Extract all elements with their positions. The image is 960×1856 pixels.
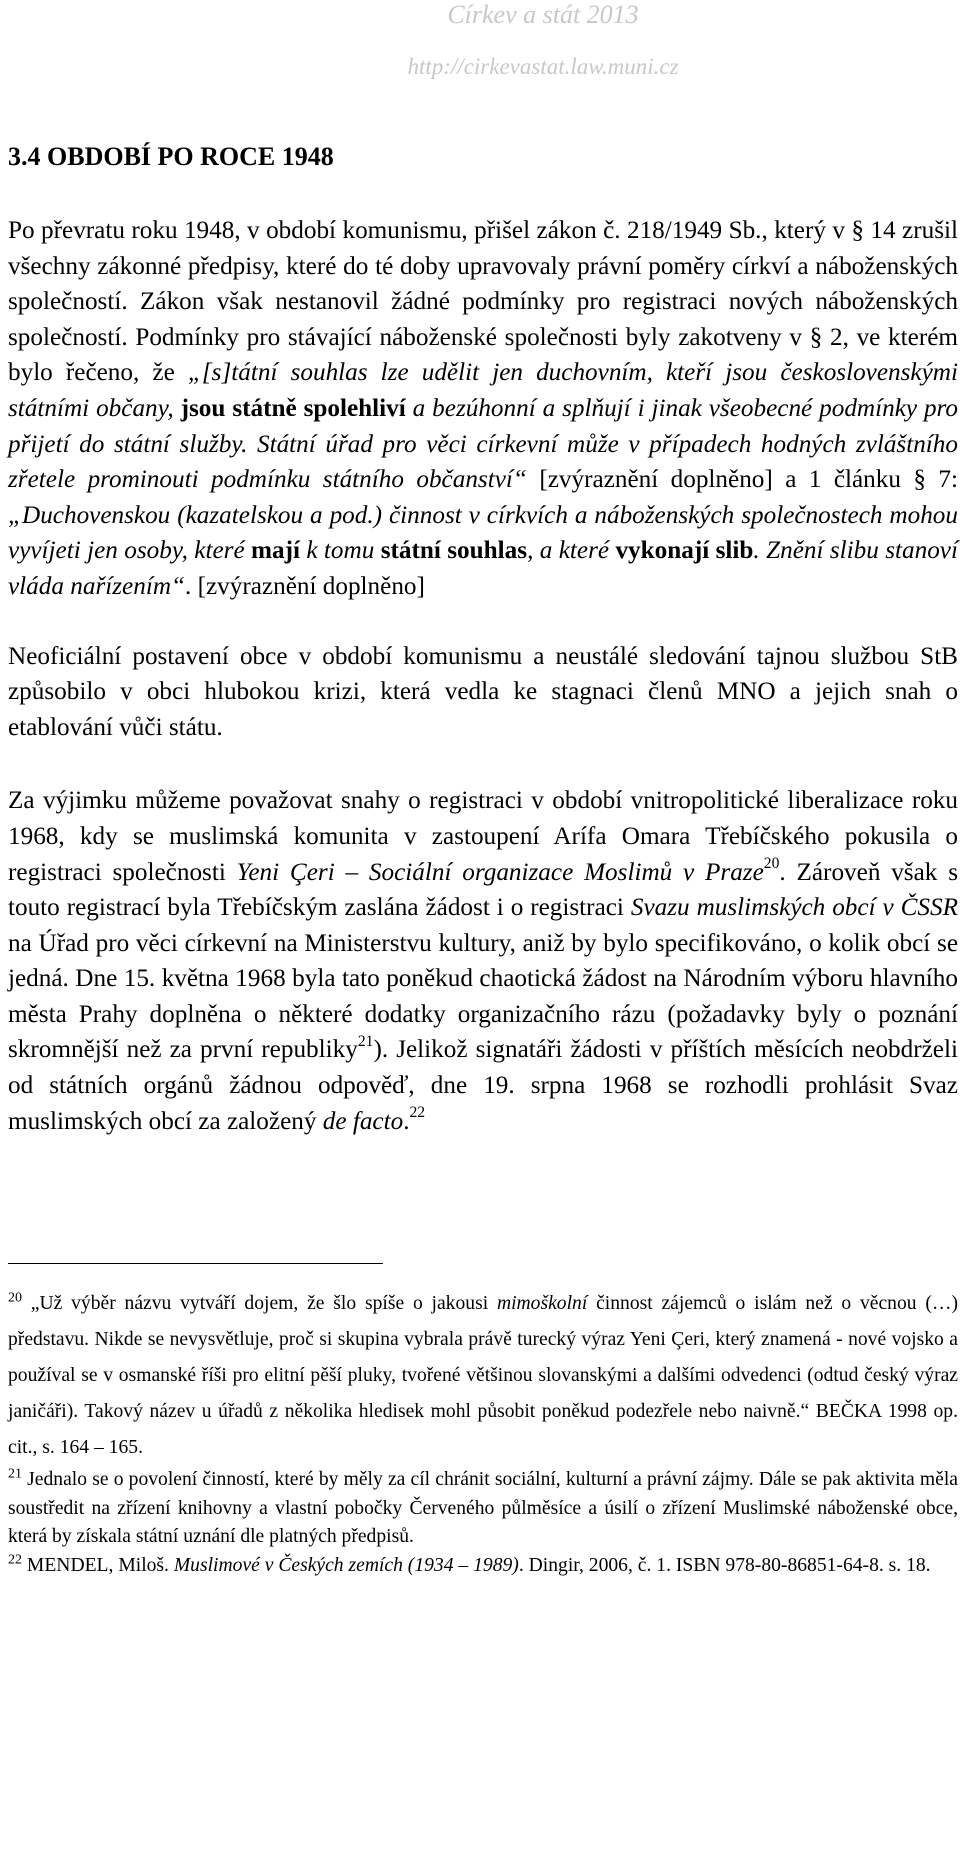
footnote-21-text: Jednalo se o povolení činností, které by měly za cíl chránit sociální, kulturní a právní zájmy. Dále se pak aktivita měla soustředit na zřízení knihovny a vlastní pobočky Červeného půlměsíce a úsilí o zřízení Muslimské náboženské obce, která by získala státní uznání dle platných předpisů. <box>8 1469 958 1548</box>
p3-text-a: Za výjimku můžeme považovat snahy o registraci v období vnitropolitické liberalizace roku 1968, kdy se muslimská komunita v zastoupení Arífa Omara Třebíčského pokusila o registraci společnosti <box>8 787 958 886</box>
footnote-20-italic: mimoškolní <box>496 1293 588 1315</box>
p3-text-e: na Úřad pro věci církevní na Ministerstvu kultury, aniž by bylo specifikováno, o kolik obcí se jedná. Dne 15. května 1968 byla tato poněkud chaotická žádost na Národním výboru hlavního města Prahy doplněna o některé dodatky organizačního rázu (požadavky byly o poznání skromnější než za první republiky <box>8 929 958 1064</box>
footnote-21 <box>8 1466 958 1552</box>
p1-quote2-c: k tomu <box>299 537 375 565</box>
footnote-ref-21[interactable]: 21 <box>357 1032 374 1050</box>
footnote-20-text-c: činnost zájemců o islám než o věcnou (…) představu. Nikde se nevysvětluje, proč si skupina vybrala právě turecký výraz Yeni Çeri, který znamená - nové vojsko a používal se v osmanské říši pro elitní pěší pluky, tvořené většinou slovanskými a dalšími odvedenci (odtud český výraz janičáři). Takový název u úřadů z několika hledisek mohl působit poněkud podezřele nebo naivně.“ BEČKA 1998 op. cit., s. 164 – 165. <box>8 1293 958 1459</box>
document-page <box>8 0 958 1581</box>
footnote-20 <box>8 1286 958 1466</box>
footnote-20-number: 20 <box>8 1290 22 1306</box>
footnote-20-text-a: „Už výběr názvu vytváří dojem, že šlo spíše o jakousi <box>22 1293 497 1315</box>
p3-text-h: . <box>403 1107 410 1135</box>
footnote-22-text-a: MENDEL, Miloš. <box>22 1555 174 1577</box>
p1-quote2-bold-3: vykonají slib <box>609 537 754 565</box>
p1-text-3: . [zvýraznění doplněno] <box>185 572 425 600</box>
p3-union-name: Svazu muslimských obcí v ČSSR <box>630 894 958 922</box>
p1-quote2-a: „Duchovenskou (kazatelskou a pod.) činnost v církvích a náboženských společnostech mohou vyvíjeti jen osoby, které <box>8 501 958 565</box>
footnote-22-title: Muslimové v Českých zemích (1934 – 1989) <box>173 1555 519 1577</box>
footnote-ref-22[interactable]: 22 <box>409 1103 426 1121</box>
paragraph-3 <box>8 783 958 1139</box>
footnote-22 <box>8 1552 958 1581</box>
p1-quote2-bold-2: státní souhlas <box>374 537 528 565</box>
paragraph-1 <box>8 213 958 605</box>
p1-text-2: [zvýraznění doplněno] a 1 článku § 7: <box>526 466 959 494</box>
p1-quote-bold: jsou státně spolehliví <box>173 394 406 422</box>
p1-quote2-g: . Znění slibu stanoví vláda nařízením“ <box>8 537 958 600</box>
p3-org-name: Yeni Çeri – Sociální organizace Moslimů v Praze <box>236 858 764 886</box>
section-title: 3.4 OBDOBÍ PO ROCE 1948 <box>8 142 334 171</box>
header-url[interactable]: http://cirkevastat.law.muni.cz <box>407 54 679 79</box>
footnote-21-number: 21 <box>8 1466 22 1482</box>
paragraph-2: Neoficiální postavení obce v období komunismu a neustálé sledování tajnou službou StB způsobilo v obci hlubokou krizi, která vedla ke stagnaci členů MNO a jejich snah o etablování vůči státu. <box>8 642 958 741</box>
p1-quote-c: a bezúhonní a splňují i jinak všeobecné podmínky pro přijetí do státní služby. Státní úřad pro věci církevní může v případech hodných zvláštního zřetele prominouti podmínku státního občanství“ <box>8 394 959 494</box>
footnote-22-text-c: . Dingir, 2006, č. 1. ISBN 978-80-86851-64-8. s. 18. <box>518 1555 931 1577</box>
p1-text: Po převratu roku 1948, v období komunismu, přišel zákon č. 218/1949 Sb., který v § 14 zrušil všechny zákonné předpisy, které do té doby upravovaly právní poměry církví a náboženských společností. Zákon však nestanovil žádné podmínky pro registraci nových náboženských společností. Podmínky pro stávající náboženské společnosti byly zakotveny v § 2, ve kterém bylo řečeno, že <box>8 217 958 387</box>
p1-quote-a: „[s]tátní souhlas lze udělit jen duchovním, kteří jsou československými státními občany, <box>8 359 958 422</box>
p3-text-f: ). Jelikož signatáři žádosti v příštích měsících neobdrželi od státních orgánů žádnou odpověď, dne 19. srpna 1968 se rozhodli prohlásit Svaz muslimských obcí za založený <box>8 1036 958 1135</box>
footnotes <box>8 1286 958 1580</box>
footnote-22-number: 22 <box>8 1552 22 1568</box>
p1-quote2-e: , a které <box>527 537 610 565</box>
p3-de-facto: de facto <box>322 1107 404 1135</box>
footnote-divider <box>8 1263 383 1264</box>
p3-text-c: . Zároveň však s touto registrací byla Třebíčským zaslána žádost i o registraci <box>8 858 958 922</box>
page-header <box>8 0 958 82</box>
header-title: Církev a stát 2013 <box>447 0 639 29</box>
footnote-ref-20[interactable]: 20 <box>763 854 780 872</box>
p1-quote2-bold-1: mají <box>244 537 300 565</box>
